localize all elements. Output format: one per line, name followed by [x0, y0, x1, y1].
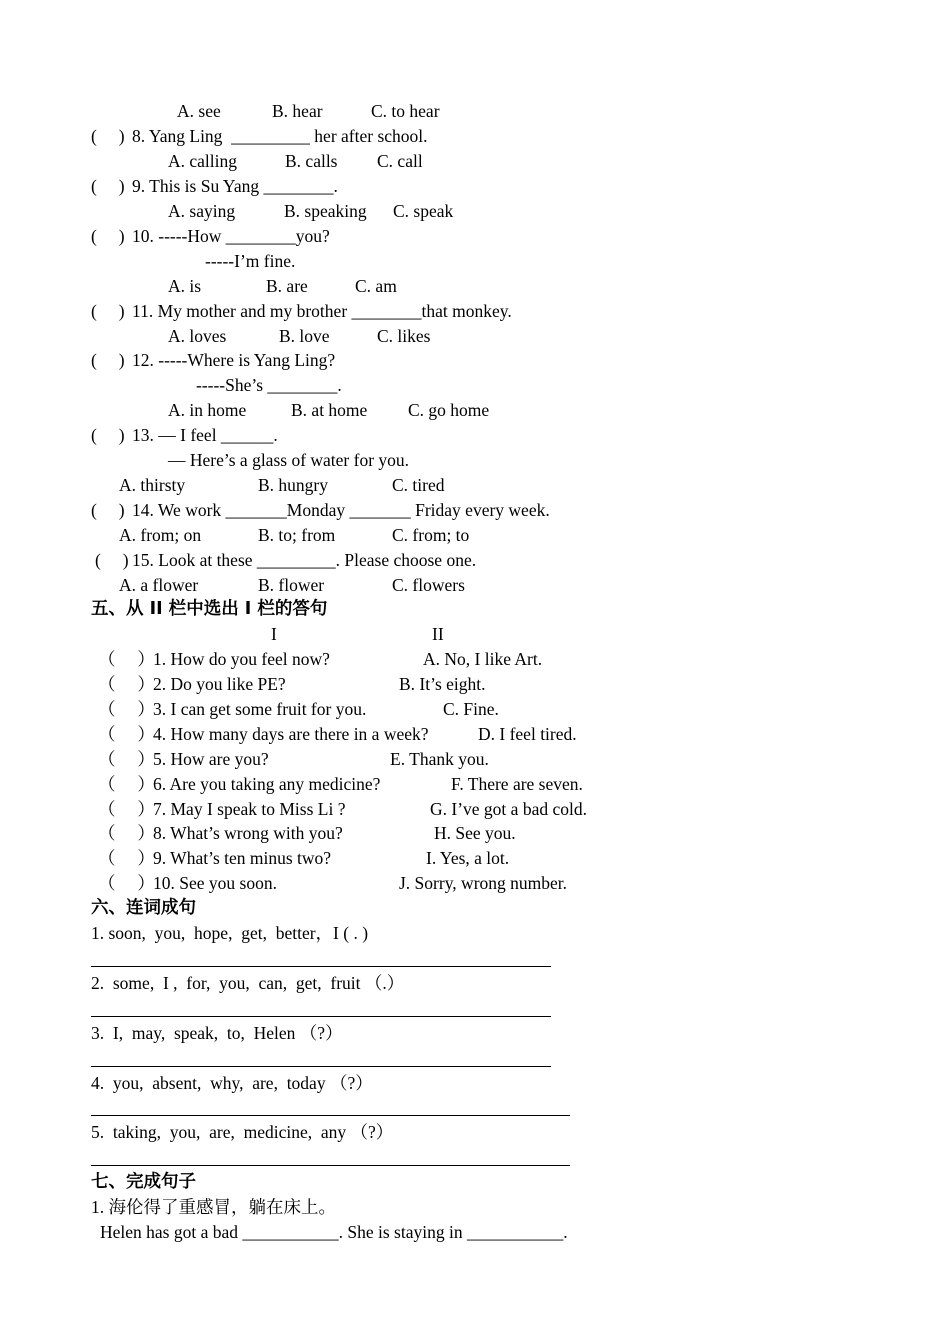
- section-5-title: 五、从 II 栏中选出 I 栏的答句: [91, 599, 328, 619]
- q12-option-c: C. go home: [408, 400, 490, 420]
- q15-option-c: C. flowers: [392, 575, 465, 595]
- q10-option-a: A. is: [168, 276, 202, 296]
- q11-option-b: B. love: [279, 326, 330, 346]
- q14-option-b: B. to; from: [258, 525, 336, 545]
- question-9: 9. This is Su Yang ________.: [132, 176, 338, 196]
- match-answer-e: E. Thank you.: [390, 749, 489, 769]
- word-order-5: 5. taking, you, are, medicine, any （?）: [91, 1122, 394, 1142]
- match-answer-b: B. It’s eight.: [399, 674, 486, 694]
- answer-bracket: ( ): [91, 176, 125, 196]
- answer-bracket: （ ）: [98, 873, 155, 893]
- match-answer-a: A. No, I like Art.: [423, 649, 543, 669]
- answer-line: [91, 1115, 570, 1116]
- word-order-1: 1. soon, you, hope, get, better，I ( . ): [91, 923, 369, 943]
- match-question-10: 10. See you soon.: [153, 873, 277, 893]
- complete-sentence-1-english: Helen has got a bad ___________. She is staying in ___________.: [100, 1222, 568, 1242]
- question-12-reply: -----She’s ________.: [196, 375, 342, 395]
- match-question-8: 8. What’s wrong with you?: [153, 823, 343, 843]
- answer-line: [91, 1016, 551, 1017]
- answer-bracket: （ ）: [98, 699, 155, 719]
- answer-bracket: ( ): [95, 550, 129, 570]
- match-question-5: 5. How are you?: [153, 749, 269, 769]
- word-order-3: 3. I, may, speak, to, Helen （?）: [91, 1023, 343, 1043]
- q11-option-c: C. likes: [377, 326, 431, 346]
- question-13-reply: — Here’s a glass of water for you.: [168, 450, 410, 470]
- q12-option-a: A. in home: [168, 400, 247, 420]
- match-answer-d: D. I feel tired.: [478, 724, 577, 744]
- q14-option-a: A. from; on: [119, 525, 202, 545]
- match-question-9: 9. What’s ten minus two?: [153, 848, 332, 868]
- answer-bracket: ( ): [91, 500, 125, 520]
- q12-option-b: B. at home: [291, 400, 368, 420]
- match-question-2: 2. Do you like PE?: [153, 674, 286, 694]
- complete-sentence-1-chinese: 1. 海伦得了重感冒，躺在床上。: [91, 1197, 336, 1217]
- word-order-4: 4. you, absent, why, are, today （?）: [91, 1073, 373, 1093]
- match-question-3: 3. I can get some fruit for you.: [153, 699, 367, 719]
- match-question-6: 6. Are you taking any medicine?: [153, 774, 381, 794]
- q15-option-b: B. flower: [258, 575, 325, 595]
- section-6-title: 六、连词成句: [91, 898, 196, 918]
- answer-bracket: ( ): [91, 350, 125, 370]
- answer-bracket: （ ）: [98, 848, 155, 868]
- q9-option-c: C. speak: [393, 201, 454, 221]
- q7-option-c: C. to hear: [371, 101, 440, 121]
- q8-option-b: B. calls: [285, 151, 338, 171]
- answer-bracket: （ ）: [98, 799, 155, 819]
- q15-option-a: A. a flower: [119, 575, 199, 595]
- answer-bracket: ( ): [91, 126, 125, 146]
- match-question-4: 4. How many days are there in a week?: [153, 724, 429, 744]
- match-question-1: 1. How do you feel now?: [153, 649, 330, 669]
- match-answer-c: C. Fine.: [443, 699, 499, 719]
- question-14: 14. We work _______Monday _______ Friday every week.: [132, 500, 550, 520]
- q9-option-a: A. saying: [168, 201, 236, 221]
- q7-option-a: A. see: [177, 101, 221, 121]
- answer-bracket: （ ）: [98, 674, 155, 694]
- answer-bracket: ( ): [91, 425, 125, 445]
- answer-line: [91, 966, 551, 967]
- match-answer-i: I. Yes, a lot.: [426, 848, 510, 868]
- answer-bracket: ( ): [91, 301, 125, 321]
- q10-option-b: B. are: [266, 276, 308, 296]
- q14-option-c: C. from; to: [392, 525, 470, 545]
- q8-option-a: A. calling: [168, 151, 238, 171]
- answer-line: [91, 1066, 551, 1067]
- q8-option-c: C. call: [377, 151, 423, 171]
- match-answer-h: H. See you.: [434, 823, 516, 843]
- column-1-header: I: [271, 624, 277, 644]
- match-question-7: 7. May I speak to Miss Li ?: [153, 799, 346, 819]
- question-13: 13. — I feel ______.: [132, 425, 278, 445]
- question-10-reply: -----I’m fine.: [205, 251, 296, 271]
- match-answer-g: G. I’ve got a bad cold.: [430, 799, 587, 819]
- question-15: 15. Look at these _________. Please choose one.: [132, 550, 477, 570]
- q13-option-b: B. hungry: [258, 475, 328, 495]
- answer-bracket: （ ）: [98, 774, 155, 794]
- section-7-title: 七、完成句子: [91, 1172, 196, 1192]
- answer-bracket: （ ）: [98, 724, 155, 744]
- word-order-2: 2. some, I , for, you, can, get, fruit （.）: [91, 973, 405, 993]
- answer-bracket: ( ): [91, 226, 125, 246]
- question-8: 8. Yang Ling _________ her after school.: [132, 126, 428, 146]
- question-10: 10. -----How ________you?: [132, 226, 330, 246]
- answer-bracket: （ ）: [98, 823, 155, 843]
- answer-bracket: （ ）: [98, 749, 155, 769]
- answer-line: [91, 1165, 570, 1166]
- match-answer-j: J. Sorry, wrong number.: [399, 873, 568, 893]
- q11-option-a: A. loves: [168, 326, 227, 346]
- question-11: 11. My mother and my brother ________that monkey.: [132, 301, 512, 321]
- column-2-header: II: [432, 624, 444, 644]
- q13-option-c: C. tired: [392, 475, 445, 495]
- q10-option-c: C. am: [355, 276, 397, 296]
- q7-option-b: B. hear: [272, 101, 323, 121]
- question-12: 12. -----Where is Yang Ling?: [132, 350, 336, 370]
- q9-option-b: B. speaking: [284, 201, 367, 221]
- answer-bracket: （ ）: [98, 649, 155, 669]
- match-answer-f: F. There are seven.: [451, 774, 583, 794]
- q13-option-a: A. thirsty: [119, 475, 186, 495]
